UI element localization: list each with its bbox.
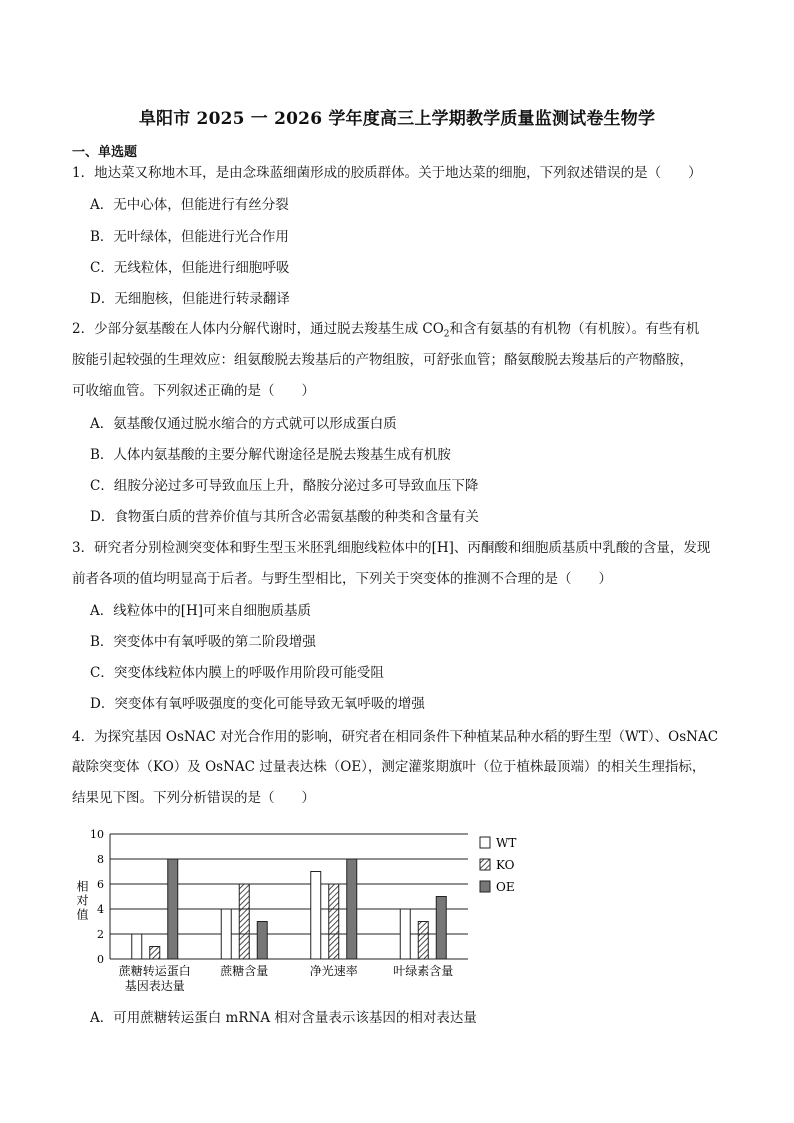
- q3-option-b: B．突变体中有氧呼吸的第二阶段增强: [90, 634, 316, 650]
- q2-option-a: A．氨基酸仅通过脱水缩合的方式就可以形成蛋白质: [90, 416, 397, 432]
- bar-ko: [418, 922, 428, 960]
- y-axis-label: 相对值: [75, 880, 89, 922]
- legend-label: WT: [496, 836, 517, 850]
- legend-label: KO: [496, 858, 515, 872]
- q1-option-c: C．无线粒体，但能进行细胞呼吸: [90, 260, 290, 276]
- q1-stem: 1．地达菜又称地木耳，是由念珠蓝细菌形成的胶质群体。关于地达菜的细胞，下列叙述错误的是（ ）: [72, 165, 702, 181]
- q3-option-c: C．突变体线粒体内膜上的呼吸作用阶段可能受阻: [90, 665, 384, 681]
- q2-stem-line3: 可收缩血管。下列叙述正确的是（ ）: [72, 383, 315, 399]
- q2-option-d: D．食物蛋白质的营养价值与其所含必需氨基酸的种类和含量有关: [90, 509, 479, 525]
- q3-option-a: A．线粒体中的[H]可来自细胞质基质: [90, 603, 312, 619]
- q2-stem-part2: 和含有氨基的有机物（有机胺）。有些有机: [449, 321, 700, 337]
- x-category-label: 蔗糖含量: [220, 964, 269, 978]
- x-category-label: 蔗糖转运蛋白: [118, 964, 191, 978]
- q4-stem-line2: 敲除突变体（KO）及 OsNAC 过量表达株（OE），测定灌浆期旗叶（位于植株最顶端）的相关生理指标，: [72, 759, 706, 775]
- bar-wt: [311, 872, 321, 960]
- legend-swatch-ko: [480, 859, 490, 870]
- x-category-label: 叶绿素含量: [393, 964, 454, 978]
- bar-wt: [400, 909, 410, 959]
- q4-option-a: A．可用蔗糖转运蛋白 mRNA 相对含量表示该基因的相对表达量: [90, 1010, 477, 1026]
- bar-oe: [436, 897, 446, 960]
- legend-swatch-oe: [480, 881, 490, 892]
- q4-stem-line1: 4．为探究基因 OsNAC 对光合作用的影响，研究者在相同条件下种植某品种水稻的野生型（WT）、OsNAC: [72, 729, 719, 745]
- bar-ko: [329, 884, 339, 959]
- y-tick-label: 8: [97, 853, 104, 866]
- q2-stem-part1: 2．少部分氨基酸在人体内分解代谢时，通过脱去羧基生成 CO: [72, 321, 444, 337]
- q4-stem-line3: 结果见下图。下列分析错误的是（ ）: [72, 790, 315, 806]
- q2-stem-line1: [72, 319, 726, 345]
- q3-stem-line1: 3．研究者分别检测突变体和野生型玉米胚乳细胞线粒体中的[H]、丙酮酸和细胞质基质中乳酸的含量，发现: [72, 540, 711, 556]
- section-heading: 一、单选题: [72, 145, 138, 160]
- y-tick-label: 4: [97, 903, 104, 916]
- x-category-label-line2: 基因表达量: [124, 979, 185, 993]
- bar-chart: [70, 820, 540, 1000]
- q1-option-b: B．无叶绿体，但能进行光合作用: [90, 229, 289, 245]
- y-tick-label: 10: [90, 828, 104, 841]
- bar-oe: [257, 922, 267, 960]
- bar-wt: [132, 934, 142, 959]
- q2-stem-line2: 胺能引起较强的生理效应：组氨酸脱去羧基后的产物组胺，可舒张血管；酪氨酸脱去羧基后的产物酪胺，: [72, 352, 693, 368]
- bar-wt: [221, 909, 231, 959]
- q3-stem-line2: 前者各项的值均明显高于后者。与野生型相比，下列关于突变体的推测不合理的是（ ）: [72, 571, 612, 587]
- co2-subscript: 2: [443, 329, 450, 340]
- paper-title: 阜阳市 2025 一 2026 学年度高三上学期教学质量监测试卷生物学: [138, 109, 656, 129]
- q2-option-c: C．组胺分泌过多可导致血压上升，酪胺分泌过多可导致血压下降: [90, 478, 479, 494]
- y-tick-label: 6: [97, 878, 104, 891]
- bar-ko: [150, 947, 160, 960]
- x-category-label: 净光速率: [309, 964, 358, 978]
- q2-option-b: B．人体内氨基酸的主要分解代谢途径是脱去羧基生成有机胺: [90, 447, 451, 463]
- bar-oe: [347, 859, 357, 959]
- q1-option-a: A．无中心体，但能进行有丝分裂: [90, 197, 289, 213]
- legend-swatch-wt: [480, 837, 490, 848]
- q3-option-d: D．突变体有氧呼吸强度的变化可能导致无氧呼吸的增强: [90, 696, 425, 712]
- y-tick-label: 0: [97, 953, 104, 966]
- bar-ko: [239, 884, 249, 959]
- bar-oe: [168, 859, 178, 959]
- legend-label: OE: [496, 880, 515, 894]
- y-tick-label: 2: [97, 928, 104, 941]
- q1-option-d: D．无细胞核，但能进行转录翻译: [90, 291, 290, 307]
